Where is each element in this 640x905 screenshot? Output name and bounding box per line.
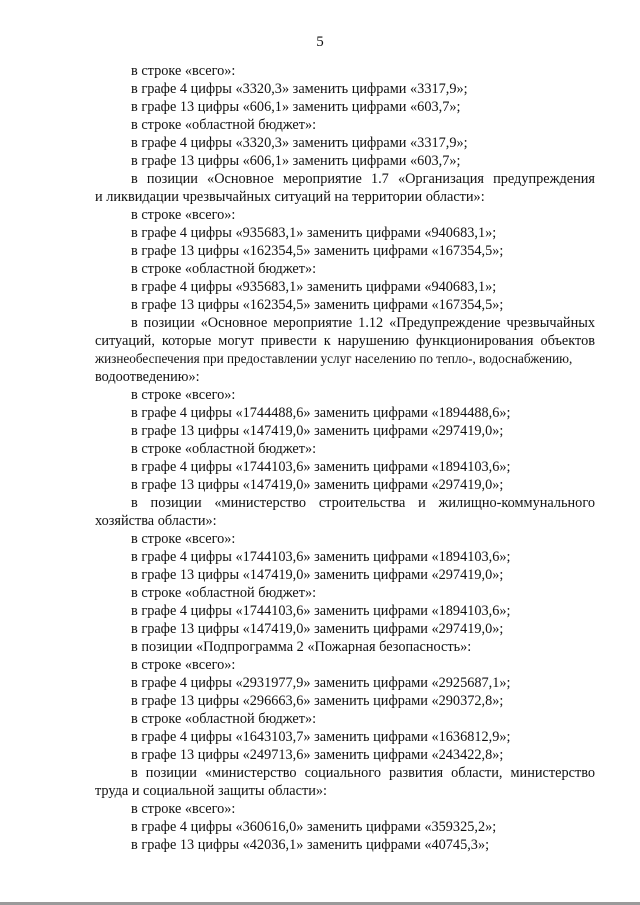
text-line: в позиции «министерство социального развития области, министерство xyxy=(131,765,595,781)
text-line: в графе 4 цифры «3320,3» заменить цифрами «3317,9»; xyxy=(131,135,468,151)
document-body xyxy=(95,62,595,854)
text-line: в графе 13 цифры «147419,0» заменить цифрами «297419,0»; xyxy=(131,567,504,583)
text-line: в графе 13 цифры «147419,0» заменить цифрами «297419,0»; xyxy=(131,621,504,637)
text-line: в графе 4 цифры «360616,0» заменить цифрами «359325,2»; xyxy=(131,819,497,835)
text-line: в графе 4 цифры «935683,1» заменить цифрами «940683,1»; xyxy=(131,279,497,295)
page-number: 5 xyxy=(316,34,324,50)
text-line: в строке «всего»: xyxy=(131,531,236,547)
text-line: водоотведению»: xyxy=(95,369,200,385)
text-line: в графе 4 цифры «2931977,9» заменить цифрами «2925687,1»; xyxy=(131,675,511,691)
text-line: в строке «областной бюджет»: xyxy=(131,117,317,133)
text-line: в строке «всего»: xyxy=(131,657,236,673)
text-line: в графе 13 цифры «42036,1» заменить цифрами «40745,3»; xyxy=(131,837,490,853)
text-line: в графе 13 цифры «162354,5» заменить цифрами «167354,5»; xyxy=(131,297,504,313)
text-line: в графе 4 цифры «935683,1» заменить цифрами «940683,1»; xyxy=(131,225,497,241)
text-line: жизнеобеспечения при предоставлении услуг населению по тепло-, водоснабжению, xyxy=(95,351,573,366)
text-line: и ликвидации чрезвычайных ситуаций на территории области»: xyxy=(95,189,485,205)
text-line: в графе 13 цифры «606,1» заменить цифрами «603,7»; xyxy=(131,99,461,115)
text-line: в строке «областной бюджет»: xyxy=(131,585,317,601)
text-line: в строке «областной бюджет»: xyxy=(131,711,317,727)
text-line: в позиции «Основное мероприятие 1.7 «Организация предупреждения xyxy=(131,171,595,187)
text-line: в графе 13 цифры «147419,0» заменить цифрами «297419,0»; xyxy=(131,477,504,493)
text-line: в графе 4 цифры «1744103,6» заменить цифрами «1894103,6»; xyxy=(131,549,511,565)
text-line: в графе 13 цифры «162354,5» заменить цифрами «167354,5»; xyxy=(131,243,504,259)
text-line: в строке «всего»: xyxy=(131,207,236,223)
text-line: в графе 4 цифры «1744103,6» заменить цифрами «1894103,6»; xyxy=(131,459,511,475)
text-line: труда и социальной защиты области»: xyxy=(95,783,327,799)
text-line: в графе 13 цифры «296663,6» заменить цифрами «290372,8»; xyxy=(131,693,504,709)
text-line: в графе 13 цифры «147419,0» заменить цифрами «297419,0»; xyxy=(131,423,504,439)
text-line: в строке «областной бюджет»: xyxy=(131,261,317,277)
text-line: в позиции «Основное мероприятие 1.12 «Предупреждение чрезвычайных xyxy=(131,315,595,331)
text-line: хозяйства области»: xyxy=(95,513,217,529)
text-line: в строке «областной бюджет»: xyxy=(131,441,317,457)
text-line: в строке «всего»: xyxy=(131,63,236,79)
text-line: в графе 13 цифры «249713,6» заменить цифрами «243422,8»; xyxy=(131,747,504,763)
text-line: в графе 4 цифры «3320,3» заменить цифрами «3317,9»; xyxy=(131,81,468,97)
text-line: в позиции «министерство строительства и жилищно-коммунального xyxy=(131,495,595,511)
text-line: в графе 4 цифры «1744488,6» заменить цифрами «1894488,6»; xyxy=(131,405,511,421)
text-line: в позиции «Подпрограмма 2 «Пожарная безопасность»: xyxy=(131,639,472,655)
text-line: в строке «всего»: xyxy=(131,801,236,817)
text-line: ситуаций, которые могут привести к нарушению функционирования объектов xyxy=(95,333,595,349)
text-line: в строке «всего»: xyxy=(131,387,236,403)
text-line: в графе 4 цифры «1643103,7» заменить цифрами «1636812,9»; xyxy=(131,729,511,745)
text-line: в графе 13 цифры «606,1» заменить цифрами «603,7»; xyxy=(131,153,461,169)
text-line: в графе 4 цифры «1744103,6» заменить цифрами «1894103,6»; xyxy=(131,603,511,619)
